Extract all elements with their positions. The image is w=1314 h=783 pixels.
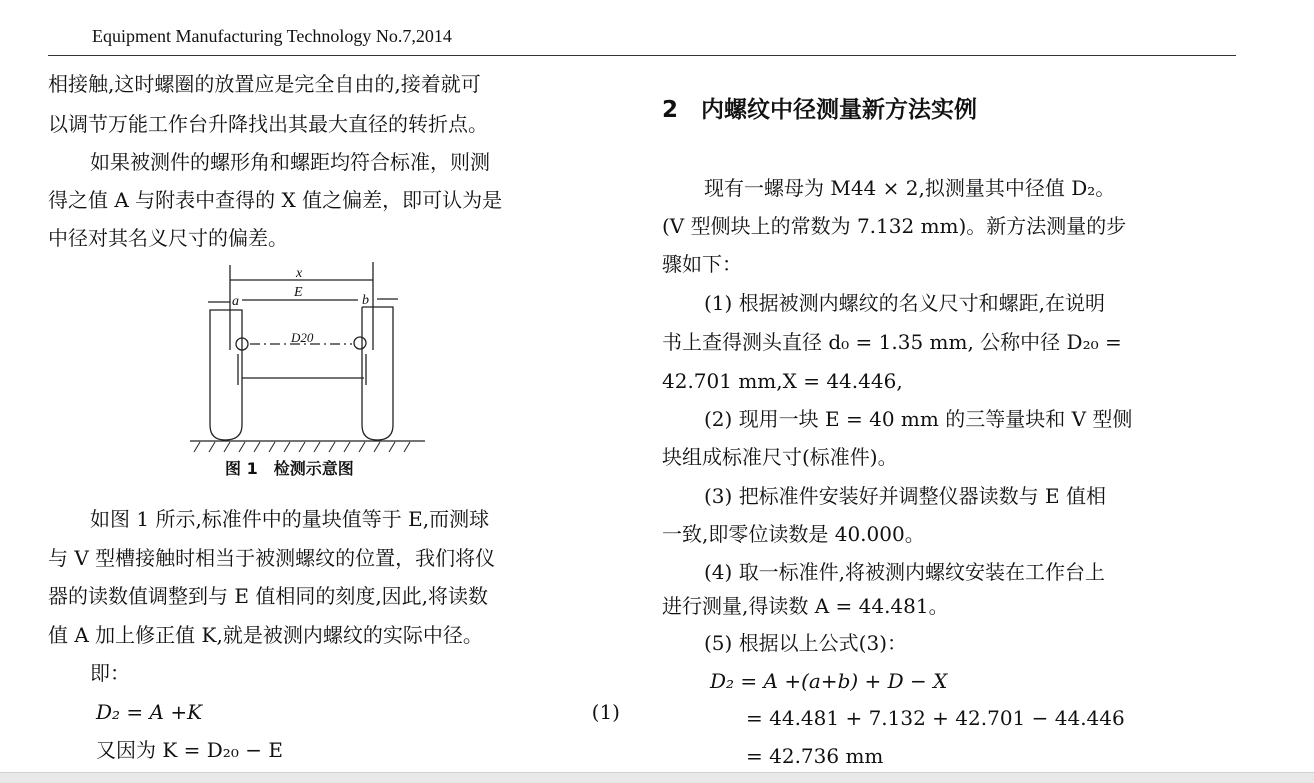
right-line: 一致,即零位读数是 40.000。 [662, 522, 925, 546]
label-x: x [296, 266, 303, 281]
left-line: 器的读数值调整到与 E 值相同的刻度,因此,将读数 [48, 584, 489, 608]
equation-2: 又因为 K = D₂₀ − E [96, 738, 283, 762]
viewer-bottom-edge [0, 772, 1314, 783]
right-line: (3) 把标准件安装好并调整仪器读数与 E 值相 [704, 484, 1107, 508]
running-header: Equipment Manufacturing Technology No.7,2014 [92, 26, 452, 46]
left-line: 与 V 型槽接触时相当于被测螺纹的位置，我们将仪 [48, 546, 496, 570]
right-line: 骤如下： [662, 252, 742, 276]
left-line: 相接触,这时螺圈的放置应是完全自由的,接着就可 [48, 72, 481, 96]
right-line: 现有一螺母为 M44 × 2,拟测量其中径值 D₂。 [704, 176, 1116, 200]
left-line: 如果被测件的螺形角和螺距均符合标准，则测 [90, 150, 490, 174]
label-d20: D20 [291, 330, 314, 345]
section-title: 2 内螺纹中径测量新方法实例 [662, 97, 978, 123]
left-line: 即： [90, 661, 130, 685]
figure-1-diagram [180, 260, 430, 455]
right-line: 块组成标准尺寸(标准件)。 [662, 445, 898, 469]
equation-1 [48, 700, 620, 724]
equation-3-step: = 44.481 + 7.132 + 42.701 − 44.446 [746, 706, 1125, 730]
equation-3: D₂ = A +(a+b) + D − X [710, 669, 948, 693]
left-line: 中径对其名义尺寸的偏差。 [48, 226, 288, 250]
label-b: b [362, 293, 369, 308]
right-line: (2) 现用一块 E = 40 mm 的三等量块和 V 型侧 [704, 407, 1133, 431]
right-line: 进行测量,得读数 A = 44.481。 [662, 594, 949, 618]
equation-number: (1) [591, 700, 620, 724]
header-rule [48, 55, 1236, 56]
left-line: 值 A 加上修正值 K,就是被测内螺纹的实际中径。 [48, 623, 483, 647]
right-line: (4) 取一标准件,将被测内螺纹安装在工作台上 [704, 560, 1106, 584]
equation-3-result: = 42.736 mm [746, 744, 884, 768]
right-line: (V 型侧块上的常数为 7.132 mm)。新方法测量的步 [662, 214, 1127, 238]
equation-1-text: D₂ = A +K [96, 700, 203, 724]
right-line: 42.701 mm,X = 44.446, [662, 369, 903, 393]
label-e: E [294, 285, 303, 300]
left-line: 以调节万能工作台升降找出其最大直径的转折点。 [48, 112, 488, 136]
figure-caption: 图 1 检测示意图 [225, 459, 354, 478]
right-line: 书上查得测头直径 d₀ = 1.35 mm, 公称中径 D₂₀ = [662, 330, 1122, 354]
right-line: (5) 根据以上公式(3)： [704, 631, 908, 655]
left-line: 得之值 A 与附表中查得的 X 值之偏差，即可认为是 [48, 188, 503, 212]
label-a: a [232, 294, 239, 309]
right-line: (1) 根据被测内螺纹的名义尺寸和螺距,在说明 [704, 291, 1106, 315]
left-line: 如图 1 所示,标准件中的量块值等于 E,而测球 [90, 507, 490, 531]
